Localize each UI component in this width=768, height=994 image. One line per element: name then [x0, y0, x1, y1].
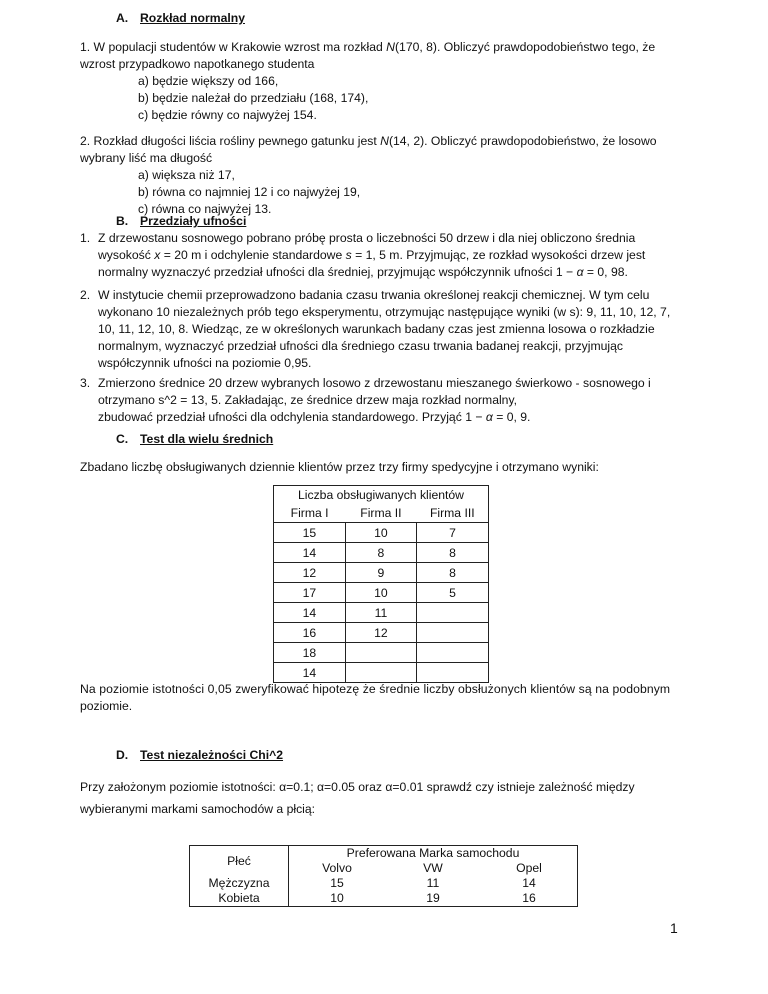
table-cell: 7: [417, 523, 489, 543]
q2-number: 2.: [80, 288, 91, 302]
clients-table: [273, 485, 489, 683]
table-cell: 9: [345, 563, 416, 583]
clients-table-body: [274, 523, 489, 683]
clients-header-3: Firma III: [429, 506, 475, 520]
table-cell: 14: [274, 543, 346, 563]
table-row: [274, 563, 489, 583]
p1-text-post: (170, 8). Obliczyć prawdopodobieństwo tego, że: [394, 40, 656, 54]
table-cell: 12: [274, 563, 346, 583]
table-cell: 12: [345, 623, 416, 643]
brand-col-2: VW: [423, 861, 443, 875]
section-b-title: Przedziały ufności: [140, 214, 247, 228]
car-brand-table: [189, 845, 578, 907]
clients-header-1: Firma I: [290, 506, 329, 520]
section-d-intro-line1: Przy założonym poziomie istotności: α=0.1; α=0.05 oraz α=0.01 sprawdź czy istnieje zależność między: [80, 780, 635, 794]
table-cell: [345, 643, 416, 663]
p2-item-c: c) równa co najwyżej 13.: [138, 202, 272, 216]
table-cell: 11: [345, 603, 416, 623]
gender-header: Płeć: [190, 846, 289, 877]
section-b-question-2: [80, 287, 670, 372]
q2-line4: normalnym, wyznaczyć przedział ufności dla średniego czasu trwania badanej reakcji, przyjmując: [98, 339, 623, 353]
q1-line1: Z drzewostanu sosnowego pobrano próbę prosta o liczebności 50 drzew i dla niej obliczono średnia: [98, 231, 636, 245]
q3-line1: Zmierzono średnice 20 drzew wybranych losowo z drzewostanu mieszanego świerkowo - sosnowego i: [98, 376, 651, 390]
p2-line2: wybrany liść ma długość: [80, 151, 213, 165]
brand-col-1: Volvo: [322, 861, 352, 875]
section-a-problem-1: [80, 39, 655, 124]
q2-line2: wykonano 10 niezależnych prób tego eksperymentu, otrzymując następujące wyniki (w s): 9, 11, 10, 12, 7,: [98, 305, 671, 319]
section-c-intro: Zbadano liczbę obsługiwanych dziennie klientów przez trzy firmy spedycyjne i otrzymano wyniki:: [80, 460, 599, 474]
table-cell: 8: [417, 543, 489, 563]
section-b-question-3: [80, 375, 651, 426]
section-c-after-line2: poziomie.: [80, 699, 133, 713]
q2-line3: 10, 11, 12, 10, 8. Wiedząc, ze w określonych warunkach badany czas jest zmienna losowa o rozkładzie: [98, 322, 655, 336]
row-label-female: Kobieta: [190, 891, 289, 907]
section-b-heading: [116, 213, 246, 230]
q1-l3c: = 0, 98.: [583, 265, 628, 279]
p2-item-a: a) większa niż 17,: [138, 168, 235, 182]
p1-text: 1. W populacji studentów w Krakowie wzrost ma rozkład: [80, 40, 387, 54]
table-row: [274, 603, 489, 623]
car-brand-title: Preferowana Marka samochodu: [346, 846, 520, 860]
section-d-letter: D.: [116, 748, 129, 762]
q2-line5: współczynnik ufności na poziomie 0,95.: [98, 356, 312, 370]
male-vw: 11: [426, 876, 440, 890]
q3-number: 3.: [80, 376, 91, 390]
section-c-conclusion: [80, 681, 670, 715]
q1-var-s: s: [345, 248, 352, 262]
clients-header-2: Firma II: [360, 506, 402, 520]
section-a-letter: A.: [116, 11, 129, 25]
table-row: [274, 543, 489, 563]
p2-dist: N: [380, 134, 389, 148]
q1-l2c: = 20 m i odchylenie standardowe: [160, 248, 346, 262]
q1-l3a: normalny wyznaczyć przedział ufności dla średniej, przyjmując współczynnik ufności 1 −: [98, 265, 577, 279]
table-cell: [417, 643, 489, 663]
table-cell: 14: [274, 663, 346, 683]
q3-l3c: = 0, 9.: [492, 410, 531, 424]
female-vw: 19: [426, 891, 440, 905]
q1-l2a: wysokość: [98, 248, 155, 262]
p2-text-post: (14, 2). Obliczyć prawdopodobieństwo, że losowo: [388, 134, 657, 148]
table-cell: [417, 603, 489, 623]
q3-line2: otrzymano s^2 = 13, 5. Zakładając, ze średnice drzew maja rozkład normalny,: [98, 393, 518, 407]
p1-item-a: a) będzie większy od 166,: [138, 74, 279, 88]
section-b-question-1: [80, 230, 645, 281]
section-a-title: Rozkład normalny: [140, 11, 245, 25]
table-cell: 5: [417, 583, 489, 603]
section-a-problem-2: [80, 133, 657, 218]
table-cell: 18: [274, 643, 346, 663]
table-cell: 17: [274, 583, 346, 603]
table-cell: 16: [274, 623, 346, 643]
p1-line2: wzrost przypadkowo napotkanego studenta: [80, 57, 315, 71]
q1-alpha: α: [576, 265, 584, 279]
section-c-heading: [116, 431, 273, 448]
q1-number: 1.: [80, 231, 91, 245]
table-cell: 15: [274, 523, 346, 543]
section-d-title: Test niezależności Chi^2: [140, 748, 284, 762]
p2-text: 2. Rozkład długości liścia rośliny pewnego gatunku jest: [80, 134, 381, 148]
section-d-heading: [116, 747, 283, 764]
q2-line1: W instytucie chemii przeprowadzono badania czasu trwania określonej reakcji chemicznej. W tym celu: [98, 288, 650, 302]
page-number: 1: [670, 920, 678, 936]
row-label-male: Mężczyzna: [190, 876, 289, 891]
p1-item-c: c) będzie równy co najwyżej 154.: [138, 108, 317, 122]
section-d-intro-line2: wybieranymi markami samochodów a płcią:: [80, 802, 316, 816]
q3-l3a: zbudować przedział ufności dla odchylenia standardowego. Przyjąć 1 −: [98, 410, 486, 424]
table-cell: [417, 623, 489, 643]
table-cell: 10: [345, 583, 416, 603]
table-row: [274, 623, 489, 643]
q1-l2e: = 1, 5 m. Przyjmując, ze rozkład wysokości drzew jest: [351, 248, 646, 262]
table-cell: 14: [274, 603, 346, 623]
female-volvo: 10: [330, 891, 344, 905]
table-row: [274, 643, 489, 663]
clients-table-title: Liczba obsługiwanych klientów: [298, 488, 464, 502]
section-b-letter: B.: [116, 214, 129, 228]
female-opel: 16: [522, 891, 536, 905]
table-cell: 8: [345, 543, 416, 563]
section-a-heading: [116, 10, 245, 27]
section-c-title: Test dla wielu średnich: [140, 432, 274, 446]
table-row: [274, 663, 489, 683]
table-cell: 10: [345, 523, 416, 543]
brand-col-3: Opel: [516, 861, 542, 875]
table-cell: 8: [417, 563, 489, 583]
p1-dist: N: [386, 40, 395, 54]
table-cell: [417, 663, 489, 683]
male-volvo: 15: [330, 876, 344, 890]
male-opel: 14: [522, 876, 536, 890]
q1-var-x: x: [154, 248, 161, 262]
p2-item-b: b) równa co najmniej 12 i co najwyżej 19,: [138, 185, 361, 199]
section-c-after-line1: Na poziomie istotności 0,05 zweryfikować hipotezę że średnie liczby obsłużonych klientów są na podobnym: [80, 682, 671, 696]
p1-item-b: b) będzie należał do przedziału (168, 174),: [138, 91, 369, 105]
table-cell: [345, 663, 416, 683]
table-row: [274, 523, 489, 543]
q3-alpha: α: [485, 410, 493, 424]
section-d-intro: [80, 776, 635, 820]
section-c-letter: C.: [116, 432, 129, 446]
table-row: [274, 583, 489, 603]
